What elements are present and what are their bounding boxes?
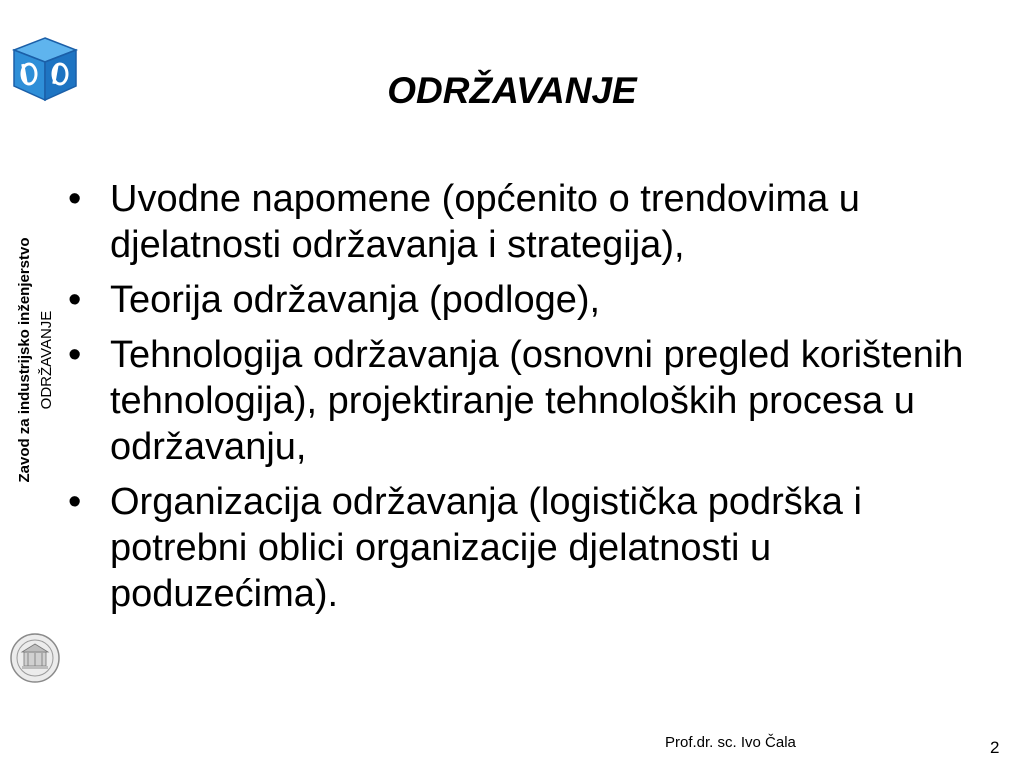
slide-title: ODRŽAVANJE bbox=[387, 70, 637, 111]
bullet-text: Uvodne napomene (općenito o trendovima u djelatnosti održavanja i strategija), bbox=[110, 178, 860, 266]
bullet-text: Organizacija održavanja (logistička podrška i potrebni oblici organizacije djelatnosti u poduzećima). bbox=[110, 481, 862, 615]
bullet-icon: • bbox=[68, 178, 82, 220]
bullet-icon: • bbox=[68, 279, 82, 321]
bullet-icon: • bbox=[68, 481, 82, 523]
page-number: 2 bbox=[990, 738, 1000, 757]
list-item bbox=[62, 277, 992, 323]
list-item bbox=[62, 479, 992, 617]
bullet-icon: • bbox=[68, 334, 82, 376]
bullet-list bbox=[62, 176, 992, 626]
course-name: ODRŽAVANJE bbox=[38, 310, 55, 410]
institute-name: Zavod za industrijsko inženjerstvo bbox=[16, 237, 33, 483]
sidebar-label bbox=[14, 190, 66, 530]
cube-logo-icon bbox=[10, 36, 80, 102]
bullet-text: Tehnologija održavanja (osnovni pregled korištenih tehnologija), projektiranje tehnoloških procesa u održavanju, bbox=[110, 334, 964, 468]
university-seal-icon bbox=[9, 632, 61, 684]
list-item bbox=[62, 332, 992, 470]
list-item bbox=[62, 176, 992, 268]
bullet-text: Teorija održavanja (podloge), bbox=[110, 279, 601, 321]
author-name: Prof.dr. sc. Ivo Čala bbox=[665, 734, 796, 751]
